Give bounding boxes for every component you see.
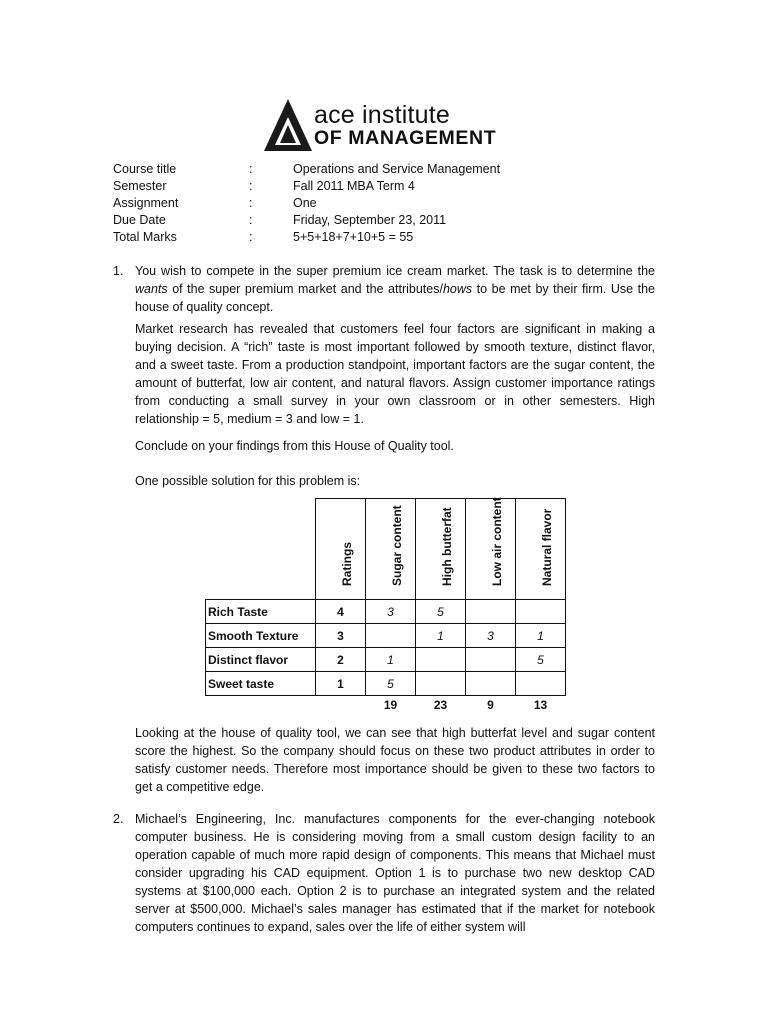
q1-text-a: You wish to compete in the super premium ice cream market. The task is to determine the — [135, 264, 655, 278]
meta-sep: : — [249, 162, 253, 176]
hoq-header-ratings: Ratings — [316, 499, 366, 600]
meta-key: Due Date — [113, 213, 166, 227]
table-row — [206, 624, 566, 648]
meta-key: Semester — [113, 179, 167, 193]
hoq-header-row — [206, 499, 566, 600]
question-1-conclude: Conclude on your findings from this House of Quality tool. — [135, 439, 454, 453]
question-1-analysis: Looking at the house of quality tool, we can see that high butterfat level and sugar content score the highest. So the company should focus on these two product attributes in order to satisfy customer needs. Therefore most importance should be given to these two factors to get a competitive edge. — [135, 726, 655, 794]
row-rating: 2 — [316, 648, 366, 672]
meta-value: Fall 2011 MBA Term 4 — [293, 179, 415, 193]
total-cell: 19 — [383, 698, 398, 712]
row-rating: 1 — [316, 672, 366, 696]
meta-value: 5+5+18+7+10+5 = 55 — [293, 230, 414, 244]
meta-value: One — [293, 196, 317, 210]
table-cell — [516, 672, 566, 696]
table-cell — [466, 600, 516, 624]
hoq-header-natural: Natural flavor — [516, 499, 566, 600]
total-cell: 23 — [433, 698, 448, 712]
row-label: Smooth Texture — [206, 624, 316, 648]
ace-triangle-icon — [262, 97, 314, 153]
q1-text-hows: hows — [442, 282, 473, 296]
row-label: Sweet taste — [206, 672, 316, 696]
table-cell — [466, 672, 516, 696]
table-cell: 5 — [516, 648, 566, 672]
meta-sep: : — [249, 213, 253, 227]
logo-line-1: ace institute — [314, 101, 451, 129]
question-2-text: Michael’s Engineering, Inc. manufactures components for the ever-changing notebook computer business. He is considering moving from a small custom design facility to an operation capable of much more rapid design of components. This means that Michael must consider upgrading his CAD equipment. Option 1 is to purchase two new desktop CAD systems at $100,000 each. Option 2 is to purchase an integrated system and the related server at $500,000. Michael’s sales manager has estimated that if the market for notebook computers continues to expand, sales over the life of either system will — [135, 812, 655, 934]
table-cell: 1 — [516, 624, 566, 648]
q1-text-b: of the super premium market and the attributes/ — [167, 282, 443, 296]
q1-text-c: to be met by their firm. Use the house of quality concept. — [135, 282, 656, 314]
total-cell: 13 — [533, 698, 548, 712]
question-2-number: 2. — [113, 812, 124, 826]
house-of-quality-table — [205, 498, 566, 714]
table-cell — [516, 600, 566, 624]
meta-sep: : — [249, 196, 253, 210]
meta-sep: : — [249, 230, 253, 244]
question-1-number: 1. — [113, 264, 124, 278]
table-row — [206, 600, 566, 624]
hoq-header-sugar: Sugar content — [366, 499, 416, 600]
table-cell: 1 — [416, 624, 466, 648]
total-cell: 9 — [487, 698, 494, 712]
meta-key: Course title — [113, 162, 177, 176]
table-cell — [416, 648, 466, 672]
table-cell — [366, 624, 416, 648]
logo-line-2: OF MANAGEMENT — [314, 127, 497, 149]
table-cell: 3 — [366, 600, 416, 624]
question-1-solution-intro: One possible solution for this problem is: — [135, 474, 361, 488]
question-1-intro — [135, 262, 655, 316]
question-1-market-research: Market research has revealed that customers feel four factors are significant in making a buying decision. A “rich” taste is most important followed by smooth texture, distinct flavor, and a sweet taste. From a production standpoint, important factors are the sugar content, the amount of butterfat, low air content, and natural flavors. Assign customer importance ratings from conducting a small survey in your own classroom or in other semesters. High relationship = 5, medium = 3 and low = 1. — [135, 322, 655, 426]
row-rating: 4 — [316, 600, 366, 624]
table-cell: 5 — [366, 672, 416, 696]
table-cell — [416, 672, 466, 696]
row-label: Rich Taste — [206, 600, 316, 624]
hoq-header-low-air: Low air content — [466, 499, 516, 600]
hoq-totals-row — [206, 696, 566, 715]
table-row — [206, 648, 566, 672]
row-label: Distinct flavor — [206, 648, 316, 672]
table-cell: 5 — [416, 600, 466, 624]
meta-key: Total Marks — [113, 230, 177, 244]
table-cell — [466, 648, 516, 672]
meta-sep: : — [249, 179, 253, 193]
table-cell: 1 — [366, 648, 416, 672]
q1-text-wants: wants — [135, 282, 168, 296]
institution-logo — [262, 97, 522, 153]
table-row — [206, 672, 566, 696]
meta-value: Friday, September 23, 2011 — [293, 213, 447, 227]
hoq-header-butterfat: High butterfat — [416, 499, 466, 600]
meta-key: Assignment — [113, 196, 179, 210]
meta-value: Operations and Service Management — [293, 162, 501, 176]
row-rating: 3 — [316, 624, 366, 648]
table-cell: 3 — [466, 624, 516, 648]
